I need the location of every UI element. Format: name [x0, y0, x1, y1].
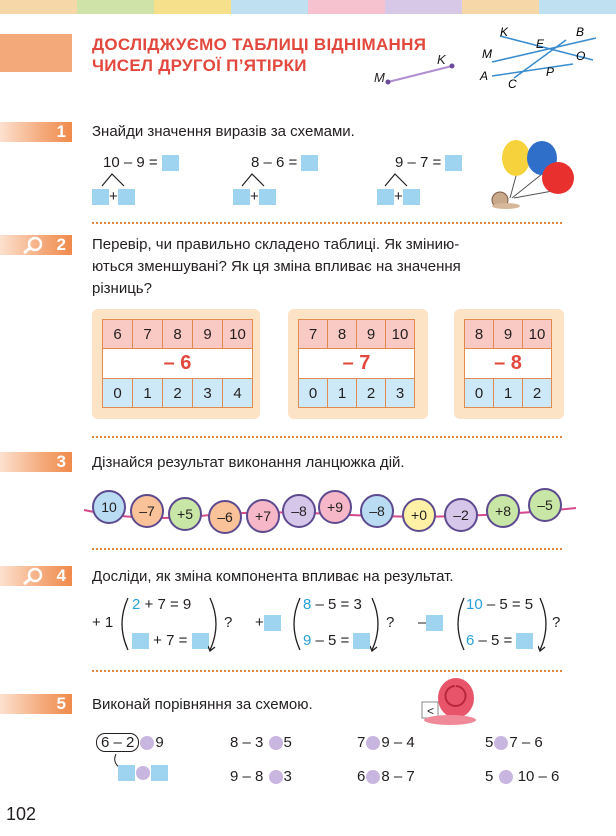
compare-circle[interactable]	[499, 770, 513, 784]
question-mark: ?	[552, 614, 561, 631]
answer-box[interactable]	[151, 765, 168, 781]
top-color-stripe	[0, 0, 616, 14]
expr-1: 10 – 9 =	[103, 154, 179, 171]
chain-bead: –8	[360, 494, 394, 528]
answer-box[interactable]	[301, 155, 318, 171]
compare-circle[interactable]	[494, 736, 508, 750]
chain-bead: +0	[402, 498, 436, 532]
expr-3: 9 – 7 =	[395, 154, 462, 171]
answer-box[interactable]	[132, 633, 149, 649]
left-bracket	[288, 596, 302, 652]
magnifier-icon	[22, 567, 46, 585]
compare-circle[interactable]	[140, 736, 154, 750]
chain-bead: –5	[528, 488, 562, 522]
task-1-text: Знайди значення виразів за схемами.	[92, 123, 355, 140]
comparison-2a: 8 – 3 5	[230, 734, 292, 751]
split-3: +	[377, 188, 420, 205]
answer-box[interactable]	[118, 765, 135, 781]
chain-bead: +8	[486, 494, 520, 528]
snail-illustration	[414, 668, 480, 726]
comparison-3b: 6 8 – 7	[357, 768, 415, 785]
answer-box[interactable]	[353, 633, 370, 649]
question-mark: ?	[386, 614, 395, 631]
balloons-snail-illustration	[480, 138, 580, 210]
subtraction-table-6: 6 7 8 9 10 – 6 0 1 2 3 4	[92, 309, 260, 419]
page-title: ДОСЛІДЖУЄМО ТАБЛИЦІ ВІДНІМАННЯ ЧИСЕЛ ДРУГОЇ П’ЯТІРКИ	[92, 35, 427, 75]
svg-text:P: P	[546, 65, 555, 79]
divider	[92, 222, 562, 224]
answer-box[interactable]	[377, 189, 394, 205]
answer-box[interactable]	[118, 189, 135, 205]
change-label: +	[255, 614, 281, 631]
left-bracket	[452, 596, 466, 652]
chain-bead: 10	[92, 490, 126, 524]
magnifier-icon	[22, 236, 46, 254]
equation-changed: 9 – 5 =	[303, 632, 370, 649]
task-4-text: Досліди, як зміна компонента впливає на результат.	[92, 568, 454, 585]
change-label: –	[418, 614, 443, 631]
task-3-text: Дізнайся результат виконання ланцюжка дій.	[92, 454, 405, 471]
chain-bead: –7	[130, 494, 164, 528]
answer-box[interactable]	[233, 189, 250, 205]
split-1: +	[92, 188, 135, 205]
answer-box[interactable]	[259, 189, 276, 205]
task-4-tab: 4	[0, 566, 72, 586]
comparison-1: 6 – 2 9	[96, 734, 164, 751]
question-mark: ?	[224, 614, 233, 631]
svg-text:C: C	[508, 77, 517, 91]
scheme-branch	[100, 172, 130, 188]
equation-given: 8 – 5 = 3	[303, 596, 362, 613]
scheme-answer	[118, 764, 168, 781]
chain-bead: –2	[444, 498, 478, 532]
svg-text:M: M	[374, 70, 385, 85]
scheme-branch	[383, 172, 413, 188]
answer-box[interactable]	[264, 615, 281, 631]
change-label: + 1	[92, 614, 114, 631]
compare-circle[interactable]	[366, 770, 380, 784]
svg-text:K: K	[437, 52, 446, 67]
header-band	[0, 34, 72, 72]
right-bracket	[208, 596, 222, 652]
svg-text:E: E	[536, 37, 545, 51]
equation-changed: 6 – 5 =	[466, 632, 533, 649]
answer-box[interactable]	[162, 155, 179, 171]
scheme-branch	[240, 172, 270, 188]
answer-box[interactable]	[516, 633, 533, 649]
equation-changed: + 7 =	[132, 632, 209, 649]
lines-illustration	[478, 24, 608, 92]
task-3-tab: 3	[0, 452, 72, 472]
answer-box[interactable]	[426, 615, 443, 631]
equation-given: 2 + 7 = 9	[132, 596, 192, 613]
right-bracket	[370, 596, 384, 652]
comparison-4b: 5 10 – 6	[485, 768, 560, 785]
segment-illustration	[370, 52, 460, 92]
task-2-text: Перевір, чи правильно складено таблиці. Як змінию- ються зменшувані? Як ця зміна впливає на значення різниць?	[92, 236, 461, 297]
svg-text:M: M	[482, 47, 492, 61]
page-number: 102	[6, 804, 37, 824]
comparison-2b: 9 – 8 3	[230, 768, 292, 785]
svg-text:A: A	[480, 69, 489, 83]
subtraction-table-8: 8 9 10 – 8 0 1 2	[454, 309, 564, 419]
compare-circle[interactable]	[269, 770, 283, 784]
divider	[92, 436, 562, 438]
answer-box[interactable]	[192, 633, 209, 649]
task-5-tab: 5	[0, 694, 72, 714]
compare-circle[interactable]	[366, 736, 380, 750]
chain-bead: +9	[318, 490, 352, 524]
task-5-text: Виконай порівняння за схемою.	[92, 696, 313, 713]
chain-bead: +7	[246, 499, 280, 533]
task-1-tab: 1	[0, 122, 72, 142]
left-bracket	[116, 596, 130, 652]
svg-text:O: O	[576, 49, 586, 63]
comparison-4a: 5 7 – 6	[485, 734, 543, 751]
subtraction-table-7: 7 8 9 10 – 7 0 1 2 3	[288, 309, 428, 419]
divider	[92, 670, 562, 672]
svg-text:K: K	[500, 25, 509, 39]
answer-box[interactable]	[403, 189, 420, 205]
chain-bead: –6	[208, 500, 242, 534]
answer-box[interactable]	[445, 155, 462, 171]
right-bracket	[538, 596, 552, 652]
chain-bead: –8	[282, 494, 316, 528]
less-than-sign: <	[427, 704, 435, 718]
expr-2: 8 – 6 =	[251, 154, 318, 171]
equation-given: 10 – 5 = 5	[466, 596, 534, 613]
comparison-3a: 7 9 – 4	[357, 734, 415, 751]
divider	[92, 548, 562, 550]
compare-circle[interactable]	[269, 736, 283, 750]
split-2: +	[233, 188, 276, 205]
task-2-tab: 2	[0, 235, 72, 255]
svg-text:B: B	[576, 25, 585, 39]
chain-bead: +5	[168, 497, 202, 531]
compare-circle[interactable]	[136, 766, 150, 780]
answer-box[interactable]	[92, 189, 109, 205]
